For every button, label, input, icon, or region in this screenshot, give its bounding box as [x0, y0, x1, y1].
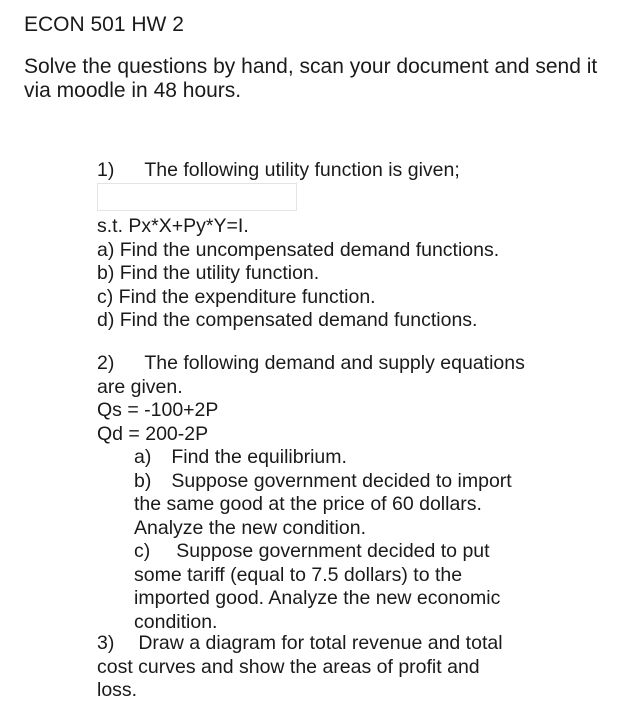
question-2-heading [97, 352, 607, 376]
question-3-line-3: loss. [97, 679, 138, 701]
supply-equation: Qs = -100+2P [97, 399, 219, 421]
question-1-body [97, 215, 607, 333]
question-2-part-c-line-4: condition. [134, 610, 218, 633]
question-1-part-c: c) Find the expenditure function. [97, 285, 376, 308]
question-1-part-a: a) Find the uncompensated demand functions. [97, 238, 500, 261]
budget-constraint: s.t. Px*X+Py*Y=I. [97, 215, 249, 237]
question-1-text: The following utility function is given; [144, 159, 460, 181]
question-2-part-c-line-3: imported good. Analyze the new economic [134, 587, 501, 609]
question-3-number: 3) [97, 632, 115, 654]
question-2-text-line-2: are given. [97, 375, 183, 398]
question-3-line-1 [97, 632, 607, 656]
document-title: ECON 501 HW 2 [24, 13, 184, 36]
question-2 [97, 352, 607, 634]
question-2-part-b-line-1 [97, 470, 607, 494]
question-2-part-b-label: b) [134, 469, 152, 492]
question-2-number: 2) [97, 352, 115, 374]
question-2-part-b-line-2: the same good at the price of 60 dollars. [134, 493, 482, 515]
question-3 [97, 632, 607, 703]
demand-equation: Qd = 200-2P [97, 422, 209, 445]
question-2-part-c-text-1: Suppose government decided to put [176, 540, 490, 562]
question-1-part-d: d) Find the compensated demand functions. [97, 309, 478, 331]
question-2-part-a [97, 446, 607, 470]
question-2-part-c-line-1 [97, 540, 607, 564]
question-2-text-line-1: The following demand and supply equations [144, 352, 525, 374]
question-3-text-1: Draw a diagram for total revenue and total [138, 632, 503, 654]
question-2-part-a-label: a) [134, 446, 152, 468]
question-2-part-c-label: c) [134, 540, 151, 562]
question-1-number: 1) [97, 159, 115, 181]
question-1-heading [97, 159, 607, 183]
utility-formula-image [97, 183, 297, 211]
question-3-line-2: cost curves and show the areas of profit and [97, 655, 480, 678]
question-1-part-b: b) Find the utility function. [97, 262, 320, 284]
question-2-part-b-text-1: Suppose government decided to import [171, 469, 512, 492]
question-2-part-c-line-2: some tariff (equal to 7.5 dollars) to the [134, 563, 463, 586]
question-2-part-b-line-3: Analyze the new condition. [134, 516, 366, 539]
question-2-part-a-text: Find the equilibrium. [171, 446, 347, 468]
instructions-text: Solve the questions by hand, scan your document and send it via moodle in 48 hours. [24, 55, 598, 102]
